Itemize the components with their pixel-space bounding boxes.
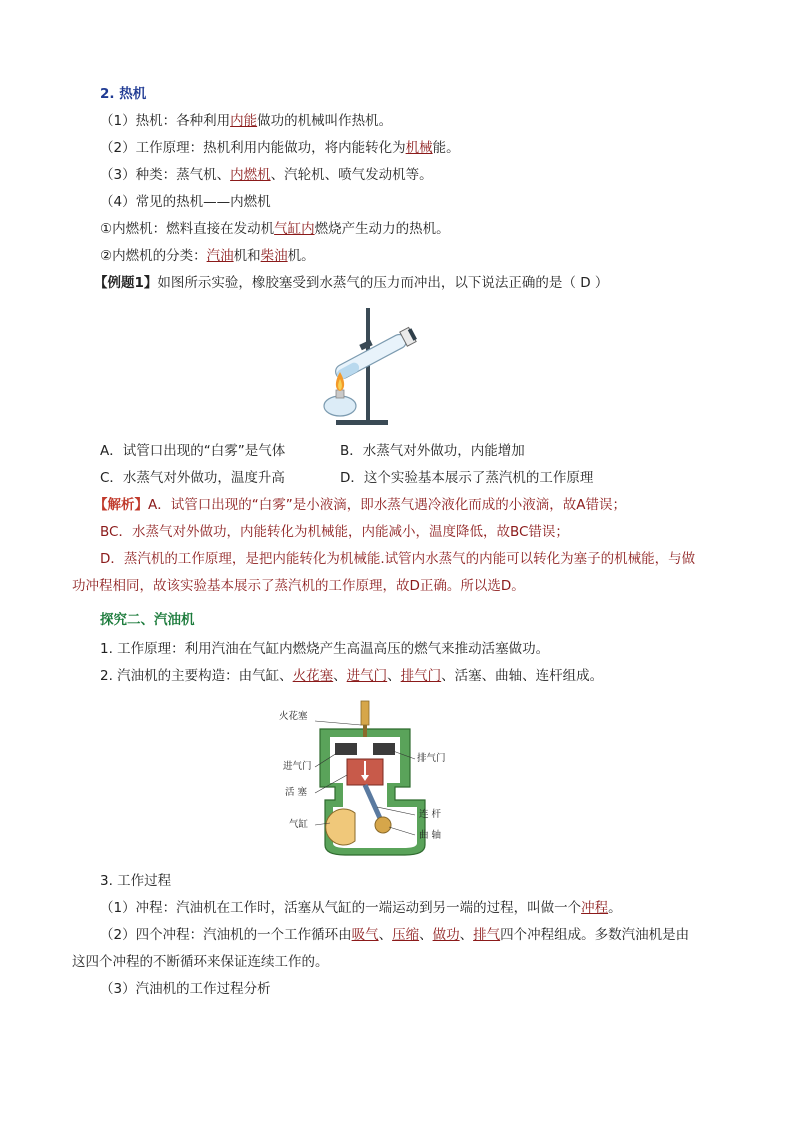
text: （3）种类：蒸气机、 (100, 167, 231, 183)
answer-blank: 冲程 (581, 900, 609, 916)
answer-blank: 柴油 (260, 248, 288, 264)
analysis-line-1 (94, 496, 626, 514)
option-d: D．这个实验基本展示了蒸汽机的工作原理 (340, 470, 594, 486)
question-text: 如图所示实验，橡胶塞受到水蒸气的压力而冲出，以下说法正确的是（ D ） (157, 275, 609, 291)
paragraph-four-strokes (100, 926, 689, 944)
answer-blank: 吸气 (351, 927, 379, 943)
text: 2. 汽油机的主要构造：由气缸、 (100, 668, 293, 684)
text: ②内燃机的分类： (100, 248, 207, 264)
label-cylinder: 气缸 (289, 819, 309, 830)
intake-valve-housing (335, 743, 357, 755)
test-tube-experiment-figure (310, 302, 430, 430)
option-b: B．水蒸气对外做功，内能增加 (340, 443, 525, 459)
label-intake-valve: 进气门 (283, 761, 312, 772)
option-c: C．水蒸气对外做功，温度升高 (100, 470, 285, 486)
example-question (94, 274, 608, 292)
answer-blank: 汽油 (206, 248, 234, 264)
label-piston: 活 塞 (285, 787, 308, 798)
analysis-tag: 【解析】 (94, 497, 148, 513)
text: （2）四个冲程：汽油机的一个工作循环由 (100, 927, 352, 943)
paragraph-common-heat-engine: （4）常见的热机——内燃机 (100, 194, 271, 210)
label-exhaust-valve: 排气门 (417, 753, 446, 764)
paragraph-gas-engine-structure (100, 667, 603, 685)
answer-blank: 排气门 (400, 668, 442, 684)
analysis-line-4: 功冲程相同，故该实验基本展示了蒸汽机的工作原理，故D正确。所以选D。 (72, 578, 525, 594)
text: 、活塞、曲轴、连杆组成。 (441, 668, 604, 684)
lamp-neck (336, 390, 344, 398)
text: 四个冲程组成。多数汽油机是由 (500, 927, 690, 943)
text: （1）冲程：汽油机在工作时，活塞从气缸的一端运动到另一端的过程，叫做一个 (100, 900, 582, 916)
leader-line (315, 721, 361, 725)
spark-plug (361, 701, 369, 725)
text: 做功的机械叫作热机。 (257, 113, 393, 129)
paragraph-internal-combustion (100, 220, 450, 238)
answer-blank: 内能 (230, 113, 258, 129)
paragraph-process-analysis: （3）汽油机的工作过程分析 (100, 981, 271, 997)
paragraph-working-principle (100, 139, 460, 157)
text: （1）热机：各种利用 (100, 113, 231, 129)
paragraph-heat-engine-definition (100, 112, 392, 130)
answer-blank: 压缩 (392, 927, 420, 943)
text: 、 (378, 927, 393, 943)
text: 机。 (287, 248, 315, 264)
text: 、 (333, 668, 347, 684)
text: 机和 (233, 248, 261, 264)
label-connecting-rod: 连 杆 (419, 809, 442, 820)
exhaust-valve-housing (373, 743, 395, 755)
text: 、 (387, 668, 401, 684)
text: ①内燃机：燃料直接在发动机 (100, 221, 275, 237)
section-heading-working-process: 3. 工作过程 (100, 873, 172, 889)
alcohol-lamp (324, 396, 356, 416)
label-spark-plug: 火花塞 (279, 711, 308, 722)
analysis-text: A．试管口出现的“白雾”是小液滴，即水蒸气遇冷液化而成的小液滴，故A错误； (148, 497, 626, 513)
test-tube (333, 326, 418, 381)
text: 。 (608, 900, 622, 916)
gasoline-engine-diagram (275, 695, 455, 857)
answer-blank: 气缸内 (274, 221, 315, 237)
section-heading-gasoline-engine: 探究二、汽油机 (100, 612, 195, 628)
text: 、 (459, 927, 474, 943)
paragraph-gas-engine-principle: 1. 工作原理：利用汽油在气缸内燃烧产生高温高压的燃气来推动活塞做功。 (100, 641, 550, 657)
answer-blank: 火花塞 (292, 668, 334, 684)
text: 能。 (432, 140, 460, 156)
section-heading-heat-engine: 2. 热机 (100, 86, 147, 102)
answer-blank: 排气 (473, 927, 501, 943)
stand-base (336, 420, 388, 425)
example-tag: 【例题1】 (94, 275, 158, 291)
answer-blank: 机械 (405, 140, 433, 156)
answer-blank: 做功 (432, 927, 460, 943)
spark-plug-tip (363, 725, 367, 737)
paragraph-stroke-definition (100, 899, 622, 917)
analysis-line-2: BC．水蒸气对外做功，内能转化为机械能，内能减小，温度降低，故BC错误； (100, 524, 569, 540)
text: 、汽轮机、喷气发动机等。 (270, 167, 433, 183)
answer-blank: 进气门 (346, 668, 388, 684)
option-a: A．试管口出现的“白雾”是气体 (100, 443, 286, 459)
analysis-line-3: D．蒸汽机的工作原理，是把内能转化为机械能.试管内水蒸气的内能可以转化为塞子的机械能，与做 (100, 551, 696, 567)
answer-blank: 内燃机 (230, 167, 271, 183)
text: （2）工作原理：热机利用内能做功，将内能转化为 (100, 140, 406, 156)
crankshaft (375, 817, 391, 833)
text: 燃烧产生动力的热机。 (314, 221, 450, 237)
label-crankshaft: 曲 轴 (419, 830, 442, 841)
text: 、 (419, 927, 433, 943)
paragraph-four-strokes-cont: 这四个冲程的不断循环来保证连续工作的。 (72, 954, 329, 970)
paragraph-types (100, 166, 433, 184)
paragraph-classification (100, 247, 315, 265)
